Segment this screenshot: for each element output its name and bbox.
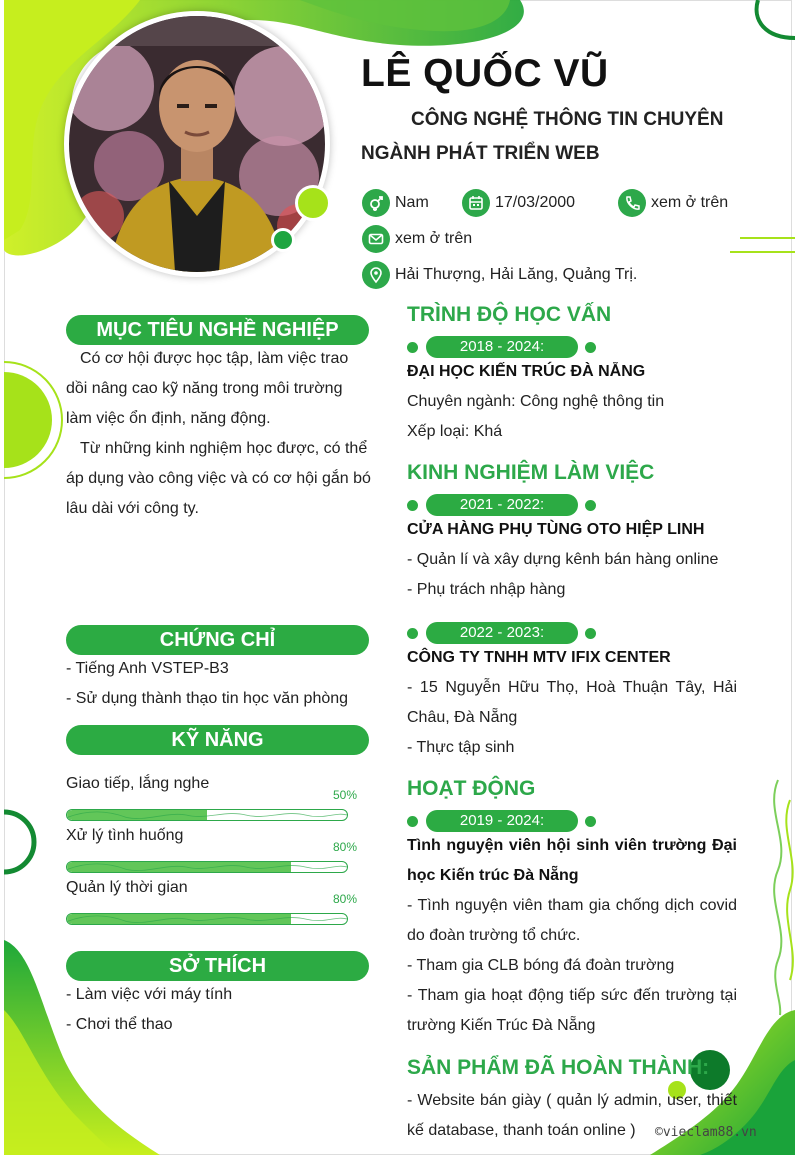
- company-name: CÔNG TY TNHH MTV IFIX CENTER: [407, 649, 671, 666]
- certificate-item: - Tiếng Anh VSTEP-B3: [66, 660, 229, 677]
- skill-progress-bar: [66, 861, 348, 873]
- gender-icon: [362, 189, 390, 217]
- gender-value: Nam: [395, 194, 429, 211]
- location-icon: [362, 261, 390, 289]
- skill-percent: 80%: [333, 840, 358, 854]
- education-heading: TRÌNH ĐỘ HỌC VẤN: [407, 303, 612, 326]
- products-heading: SẢN PHẨM ĐÃ HOÀN THÀNH:: [407, 1056, 710, 1079]
- photo-accent-dot: [295, 185, 331, 221]
- hobbies-heading: SỞ THÍCH: [66, 951, 369, 981]
- email-value: xem ở trên: [395, 230, 473, 247]
- address-value: Hải Thượng, Hải Lăng, Quảng Trị.: [395, 266, 638, 283]
- skill-percent: 50%: [333, 788, 358, 802]
- major: Chuyên ngành: Công nghệ thông tin: [407, 393, 665, 410]
- skill-percent: 80%: [333, 892, 358, 906]
- timeline-bullet: [407, 628, 418, 639]
- objective-heading: MỤC TIÊU NGHỀ NGHIỆP: [66, 315, 369, 345]
- rank: Xếp loại: Khá: [407, 423, 503, 440]
- photo-accent-dot: [271, 228, 295, 252]
- education-period: 2018 - 2024:: [426, 336, 578, 358]
- activity-line: - Tham gia hoạt động tiếp sức đến trường tại trường Kiến Trúc Đà Nẵng: [407, 987, 737, 1034]
- company-address: - 15 Nguyễn Hữu Thọ, Hoà Thuận Tây, Hải Châu, Đà Nẵng: [407, 679, 737, 726]
- timeline-bullet: [407, 342, 418, 353]
- activity-line: - Tham gia CLB bóng đá đoàn trường: [407, 957, 675, 974]
- address-info: [362, 261, 637, 289]
- job-title: CÔNG NGHỆ THÔNG TIN CHUYÊN: [411, 109, 724, 130]
- skill-label: Quản lý thời gian: [66, 879, 188, 896]
- school-name: ĐẠI HỌC KIẾN TRÚC ĐÀ NẴNG: [407, 363, 646, 380]
- job-duty: - Quản lí và xây dựng kênh bán hàng online: [407, 551, 719, 568]
- email-icon: [362, 225, 390, 253]
- timeline-bullet: [407, 500, 418, 511]
- job-duty: - Phụ trách nhập hàng: [407, 581, 566, 598]
- hobby-item: - Chơi thể thao: [66, 1016, 173, 1033]
- objective-paragraph-1: Có cơ hội được học tập, làm việc trao dồi nâng cao kỹ năng trong môi trường làm việc ổn định, năng động.: [66, 350, 349, 427]
- skill-progress-bar: [66, 913, 348, 925]
- candidate-name: LÊ QUỐC VŨ: [361, 52, 609, 95]
- phone-info: [618, 189, 728, 217]
- watermark: ©vieclam88.vn: [655, 1125, 757, 1140]
- objective-paragraph-2: Từ những kinh nghiệm học được, có thể áp dụng vào công việc và có cơ hội gắn bó lâu dài với công ty.: [66, 440, 371, 517]
- activities-heading: HOẠT ĐỘNG: [407, 777, 536, 800]
- email-info: [362, 225, 472, 253]
- phone-icon: [618, 189, 646, 217]
- experience-heading: KINH NGHIỆM LÀM VIỆC: [407, 461, 655, 484]
- company-name: CỬA HÀNG PHỤ TÙNG OTO HIỆP LINH: [407, 521, 705, 538]
- hobby-item: - Làm việc với máy tính: [66, 986, 233, 1003]
- phone-value: xem ở trên: [651, 194, 729, 211]
- timeline-bullet: [585, 500, 596, 511]
- skill-label: Xử lý tình huống: [66, 827, 184, 844]
- timeline-bullet: [585, 628, 596, 639]
- activity-line: - Tình nguyện viên tham gia chống dịch covid do đoàn trường tổ chức.: [407, 897, 737, 944]
- certificates-heading: CHỨNG CHỈ: [66, 625, 369, 655]
- skill-label: Giao tiếp, lắng nghe: [66, 775, 210, 792]
- job-period: 2022 - 2023:: [426, 622, 578, 644]
- activity-period: 2019 - 2024:: [426, 810, 578, 832]
- skill-progress-bar: [66, 809, 348, 821]
- birthday-value: 17/03/2000: [495, 194, 576, 211]
- skills-heading: KỸ NĂNG: [66, 725, 369, 755]
- birthday-info: [462, 189, 575, 217]
- timeline-bullet: [407, 816, 418, 827]
- certificate-item: - Sử dụng thành thạo tin học văn phòng: [66, 690, 349, 707]
- job-title-line2: NGÀNH PHÁT TRIỂN WEB: [361, 143, 600, 164]
- activity-title: Tình nguyện viên hội sinh viên trường Đại học Kiến trúc Đà Nẵng: [407, 837, 737, 884]
- gender-info: [362, 189, 429, 217]
- calendar-icon: [462, 189, 490, 217]
- timeline-bullet: [585, 816, 596, 827]
- job-period: 2021 - 2022:: [426, 494, 578, 516]
- timeline-bullet: [585, 342, 596, 353]
- product-line: - Website bán giày ( quản lý admin, user, thiết kế database, thanh toán online ): [407, 1092, 737, 1139]
- job-role: - Thực tập sinh: [407, 739, 515, 756]
